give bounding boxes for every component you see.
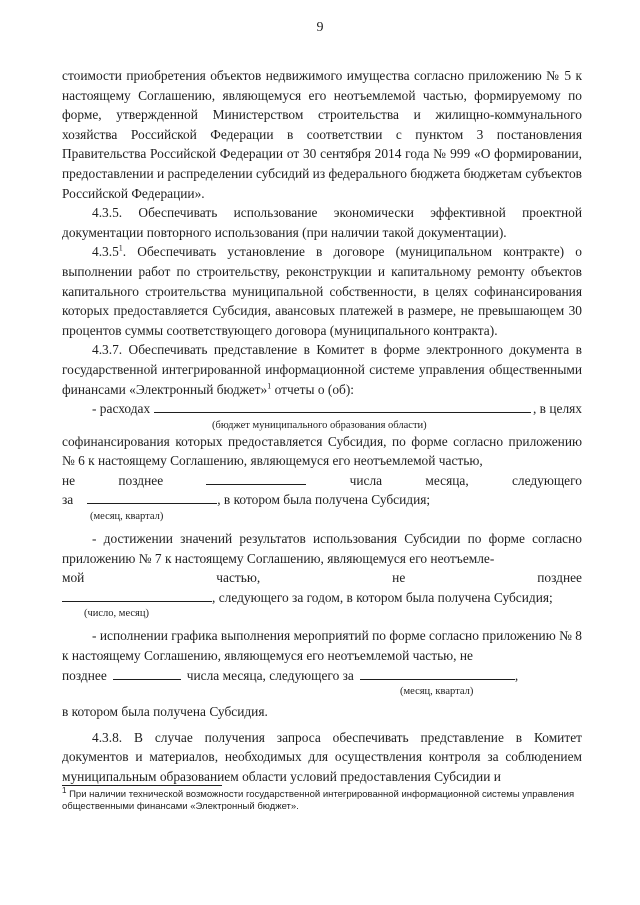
paragraph-4-3-5: 4.3.5. Обеспечивать использование экономически эффективной проектной документации повторного использования (при наличии такой документации). xyxy=(62,205,582,240)
results-deadline-row xyxy=(62,568,582,588)
schedule-final: в котором была получена Субсидия. xyxy=(62,704,268,720)
clause-tail: отчеты о (об): xyxy=(271,381,355,397)
period-caption: (месяц, квартал) xyxy=(90,511,164,523)
results-date-row xyxy=(62,588,582,608)
expenses-tail: , в целях xyxy=(532,401,582,417)
clause-text: 4.3.7. Обеспечивать представление в Комитет в форме электронного документа в государственной интегрированной информационной системе управления общественными финансами «Электронный бюджет» xyxy=(62,342,582,397)
clause-number: 4.3.5 xyxy=(92,244,119,260)
expenses-line xyxy=(62,399,582,419)
word-chisla: числа xyxy=(349,472,383,488)
schedule-tail: , xyxy=(514,667,519,683)
expenses-za-row xyxy=(62,490,582,510)
footnote-marker: 1 xyxy=(62,785,67,795)
paragraph-4-3-7 xyxy=(62,340,582,399)
paragraph-intro: стоимости приобретения объектов недвижимого имущества согласно приложению № 5 к настоящему Соглашению, являющемуся его неотъемлемой частью, формируемому по форме, утвержденной Министерством строительства и жилищно-коммунального хозяйства Российской Федерации в соответствии с пунктом 3 постановления Правительства Российской Федерации от 30 сентября 2014 года № 999 «О формировании, предоставлении и распределении субсидий из федерального бюджета бюджетам субъектов Российской Федерации». xyxy=(62,68,582,201)
word-pozdnee: позднее xyxy=(537,570,582,586)
expenses-text: софинансирования которых предоставляется Субсидия, по форме согласно приложению № 6 к настоящему Соглашению, являющемуся его неотъемлемой частью, xyxy=(62,433,582,469)
word-ne: не xyxy=(62,472,76,488)
period-blank[interactable] xyxy=(87,490,217,504)
word-moy: мой xyxy=(62,570,85,586)
schedule-mid: числа месяца, следующего за xyxy=(186,667,354,683)
expenses-deadline-row xyxy=(62,471,582,491)
schedule-text: - исполнении графика выполнения мероприятий по форме согласно приложению № 8 к настоящему Соглашению, являющемуся его неотъемлемой частью, не xyxy=(62,628,582,664)
budget-blank[interactable] xyxy=(154,399,531,413)
clause-text: . Обеспечивать установление в договоре (муниципальном контракте) о выполнении работ по строительству, реконструкции и капитальному ремонту объектов капитального строительства муниципальной собственности, в целях софинансирования которых предоставляется Субсидия, авансовых платежей в размере, не превышающем 30 процентов суммы соответствующего договора (муниципального контракта). xyxy=(62,244,582,338)
word-za: за xyxy=(62,492,74,508)
period-blank[interactable] xyxy=(360,666,515,680)
word-pozdnee: позднее xyxy=(62,667,107,683)
word-chastyu: частью, xyxy=(216,570,261,586)
word-pozdnee: позднее xyxy=(118,472,164,488)
word-mesyatsa: месяца, xyxy=(425,472,469,488)
results-tail: , следующего за годом, в котором была получена Субсидия; xyxy=(212,589,553,605)
period-caption: (месяц, квартал) xyxy=(400,686,474,698)
date-caption: (число, месяц) xyxy=(84,608,149,620)
budget-caption: (бюджет муниципального образования области) xyxy=(212,419,427,431)
expenses-za-tail: , в котором была получена Субсидия; xyxy=(217,492,431,508)
date-blank[interactable] xyxy=(62,588,212,602)
footnote-text: При наличии технической возможности государственной интегрированной информационной системы управления общественными финансами «Электронный бюджет». xyxy=(62,789,575,812)
page-number: 9 xyxy=(316,20,324,35)
results-text: - достижении значений результатов использования Субсидии по форме согласно приложению № 7 к настоящему Соглашению, являющемуся его неотъемле- xyxy=(62,531,582,566)
document-body xyxy=(62,66,582,787)
day-blank[interactable] xyxy=(206,471,306,485)
word-sleduyushchego: следующего xyxy=(511,472,582,488)
word-ne: не xyxy=(392,570,406,586)
schedule-deadline-row xyxy=(62,666,582,686)
footnote-ref: 1 xyxy=(118,243,123,253)
paragraph-4-3-5-1 xyxy=(62,242,582,340)
expenses-lead: - расходах xyxy=(92,401,151,417)
paragraph-4-3-8: 4.3.8. В случае получения запроса обеспечивать представление в Комитет документов и материалов, необходимых для осуществления контроля за соблюдением муниципальным образованием области условий предоставления Субсидии и xyxy=(62,729,582,784)
footnote-ref: 1 xyxy=(267,381,272,391)
day-blank[interactable] xyxy=(113,666,181,680)
footnote-divider xyxy=(62,785,222,786)
footnote xyxy=(62,785,582,813)
